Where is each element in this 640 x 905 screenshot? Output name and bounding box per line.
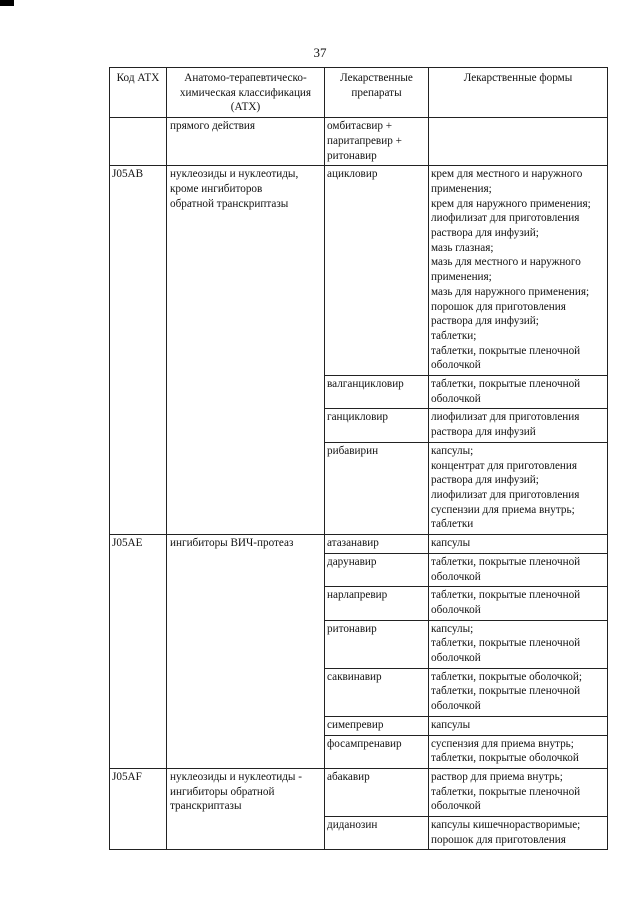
dosage-forms-cell: суспензия для приема внутрь; таблетки, покрытые оболочкой <box>429 735 608 768</box>
drug-cell: рибавирин <box>325 442 429 534</box>
drug-cell: дарунавир <box>325 553 429 586</box>
drug-cell: ацикловир <box>325 166 429 376</box>
table-row <box>110 118 608 166</box>
dosage-forms-cell: капсулы <box>429 716 608 735</box>
atx-drug-table <box>109 67 608 850</box>
atx-code-cell: J05AF <box>110 768 167 850</box>
table-header-row <box>110 68 608 118</box>
drug-cell: диданозин <box>325 817 429 850</box>
atx-code-cell: J05AB <box>110 166 167 535</box>
drug-cell: фосампренавир <box>325 735 429 768</box>
drug-cell: атазанавир <box>325 535 429 554</box>
header-forms: Лекарственные формы <box>429 68 608 118</box>
dosage-forms-cell: раствор для приема внутрь; таблетки, покрытые пленочной оболочкой <box>429 768 608 816</box>
header-classification: Анатомо-терапевтическо- химическая классификация (АТХ) <box>167 68 325 118</box>
header-code: Код АТХ <box>110 68 167 118</box>
drug-cell: нарлапревир <box>325 587 429 620</box>
dosage-forms-cell <box>429 118 608 166</box>
table-body <box>110 118 608 850</box>
drug-cell: ритонавир <box>325 620 429 668</box>
drug-cell: симепревир <box>325 716 429 735</box>
dosage-forms-cell: капсулы <box>429 535 608 554</box>
dosage-forms-cell: таблетки, покрытые пленочной оболочкой <box>429 376 608 409</box>
dosage-forms-cell: таблетки, покрытые оболочкой; таблетки, покрытые пленочной оболочкой <box>429 668 608 716</box>
drug-cell: абакавир <box>325 768 429 816</box>
classification-cell: ингибиторы ВИЧ-протеаз <box>167 535 325 769</box>
dosage-forms-cell: капсулы; концентрат для приготовления раствора для инфузий; лиофилизат для приготовления суспензии для приема внутрь; таблетки <box>429 442 608 534</box>
dosage-forms-cell: капсулы; таблетки, покрытые пленочной оболочкой <box>429 620 608 668</box>
dosage-forms-cell: лиофилизат для приготовления раствора для инфузий <box>429 409 608 442</box>
drug-cell: саквинавир <box>325 668 429 716</box>
dosage-forms-cell: таблетки, покрытые пленочной оболочкой <box>429 587 608 620</box>
drug-cell: валганцикловир <box>325 376 429 409</box>
drug-cell: ганцикловир <box>325 409 429 442</box>
table-row <box>110 166 608 376</box>
table-row <box>110 768 608 816</box>
atx-code-cell: J05AE <box>110 535 167 769</box>
dosage-forms-cell: крем для местного и наружного применения; крем для наружного применения; лиофилизат для приготовления раствора для инфузий; мазь глазная; мазь для местного и наружного применения; мазь для наружного применения; порошок для приготовления раствора для инфузий; таблетки; таблетки, покрытые пленочной оболочкой <box>429 166 608 376</box>
table-row <box>110 535 608 554</box>
atx-code-cell <box>110 118 167 166</box>
header-drugs: Лекарственные препараты <box>325 68 429 118</box>
drug-cell: омбитасвир + паритапревир + ритонавир <box>325 118 429 166</box>
scan-corner-mark <box>0 0 14 6</box>
dosage-forms-cell: таблетки, покрытые пленочной оболочкой <box>429 553 608 586</box>
page-number: 37 <box>313 45 327 60</box>
classification-cell: прямого действия <box>167 118 325 166</box>
classification-cell: нуклеозиды и нуклеотиды - ингибиторы обратной транскриптазы <box>167 768 325 850</box>
dosage-forms-cell: капсулы кишечнорастворимые; порошок для приготовления <box>429 817 608 850</box>
classification-cell: нуклеозиды и нуклеотиды, кроме ингибиторов обратной транскриптазы <box>167 166 325 535</box>
